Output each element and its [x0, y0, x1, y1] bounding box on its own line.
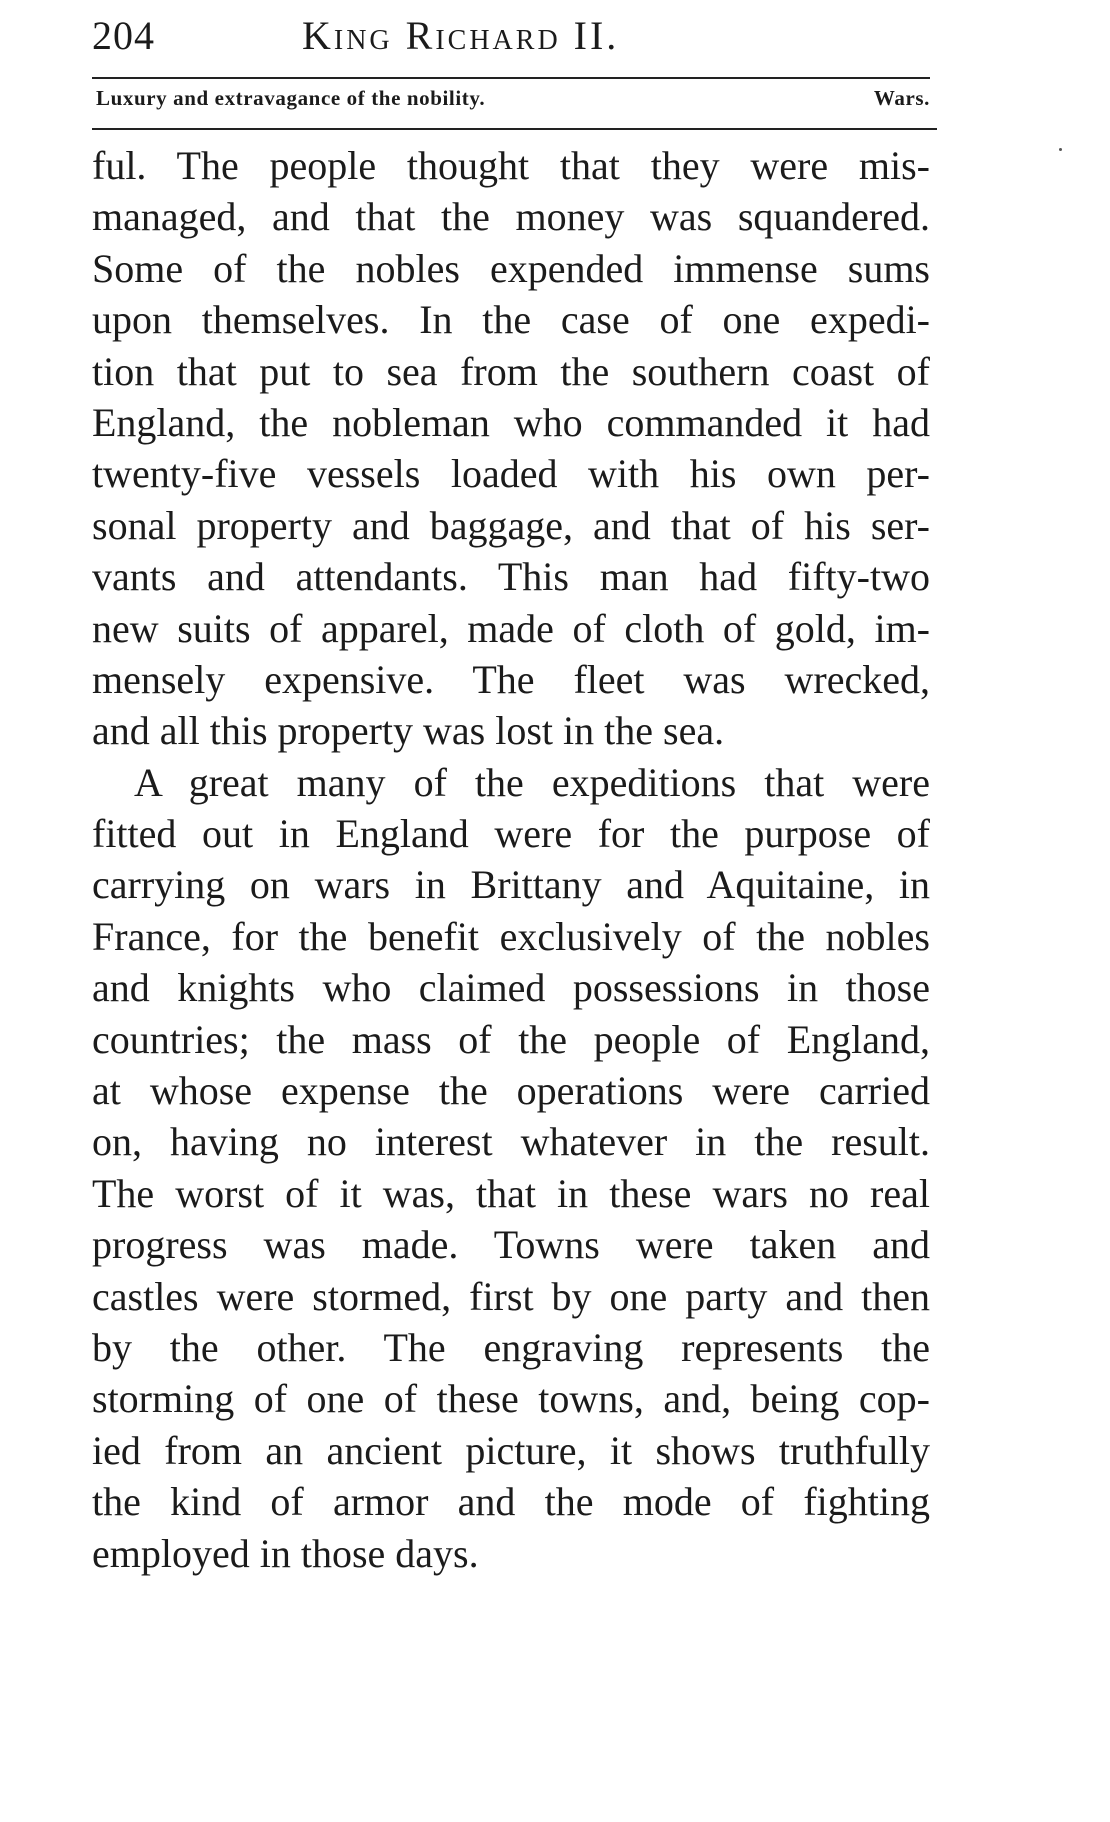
text-line: ied from an ancient picture, it shows truthfully: [92, 1427, 930, 1473]
text-line: by the other. The engraving represents the: [92, 1324, 930, 1370]
page-number: 204: [92, 13, 155, 58]
text-line: upon themselves. In the case of one expedi-: [92, 297, 930, 343]
text-line: storming of one of these towns, and, being cop-: [92, 1376, 930, 1422]
paragraph-2: [92, 757, 930, 1579]
text-line: tion that put to sea from the southern coast of: [92, 348, 930, 394]
text-line: The worst of it was, that in these wars no real: [92, 1170, 930, 1216]
text-line: on, having no interest whatever in the result.: [92, 1119, 930, 1165]
text-line: twenty-five vessels loaded with his own per-: [92, 451, 930, 497]
marginal-topic: Luxury and extravagance of the nobility.: [96, 86, 486, 110]
text-line: employed in those days.: [92, 1530, 479, 1576]
marginal-heading: [92, 86, 930, 118]
text-line: fitted out in England were for the purpose of: [92, 811, 930, 857]
text-line: carrying on wars in Brittany and Aquitaine, in: [92, 862, 930, 908]
paragraph-1: [92, 140, 930, 757]
text-line: castles were stormed, first by one party and then: [92, 1273, 930, 1319]
text-line: and all this property was lost in the sea.: [92, 708, 725, 754]
text-line: managed, and that the money was squandered.: [92, 194, 930, 240]
text-line: vants and attendants. This man had fifty-two: [92, 554, 930, 600]
header-rule-bottom: [92, 128, 937, 130]
page-header: [92, 0, 930, 74]
marginal-side-topic: Wars.: [873, 86, 930, 110]
text-line: England, the nobleman who commanded it had: [92, 399, 930, 445]
text-line: A great many of the expeditions that were: [134, 759, 930, 805]
text-line: mensely expensive. The fleet was wrecked,: [92, 656, 930, 702]
body-text: [92, 140, 930, 1579]
text-line: France, for the benefit exclusively of the nobles: [92, 913, 930, 959]
text-line: new suits of apparel, made of cloth of gold, im-: [92, 605, 930, 651]
paper-speck: [1059, 148, 1062, 151]
text-line: sonal property and baggage, and that of his ser-: [92, 502, 930, 548]
text-line: and knights who claimed possessions in those: [92, 965, 930, 1011]
running-head: [92, 12, 930, 74]
text-line: at whose expense the operations were carried: [92, 1068, 930, 1114]
book-title: King Richard II.: [302, 13, 620, 58]
text-line: countries; the mass of the people of England,: [92, 1016, 930, 1062]
text-line: Some of the nobles expended immense sums: [92, 245, 930, 291]
text-line: ful. The people thought that they were mis-: [92, 143, 930, 188]
text-line: the kind of armor and the mode of fighting: [92, 1479, 930, 1525]
text-line: progress was made. Towns were taken and: [92, 1222, 930, 1268]
header-rule-top: [92, 77, 930, 79]
